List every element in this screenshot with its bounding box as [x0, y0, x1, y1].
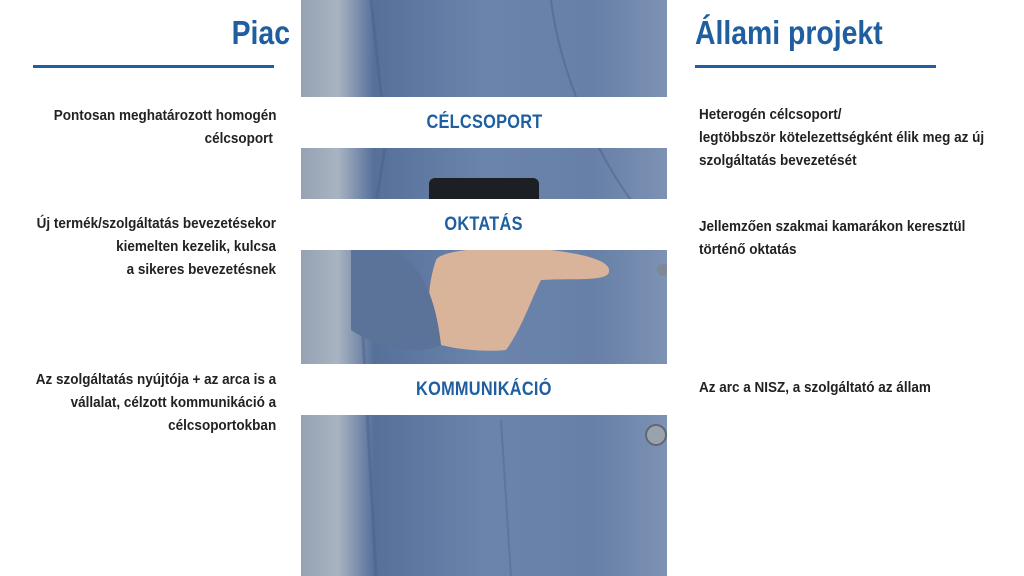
right-text-kommunikacio: Az arc a NISZ, a szolgáltató az állam: [699, 379, 931, 396]
label-oktatas: OKTATÁS: [444, 213, 524, 235]
band-oktatas: [301, 199, 667, 250]
heading-allami-projekt: Állami projekt: [695, 14, 883, 51]
label-celcsoport: CÉLCSOPORT: [425, 111, 543, 133]
left-text-kommunikacio: Az szolgáltatás nyújtója + az arca is a vállalat, célzott kommunikáció a célcsoportokban: [35, 371, 276, 434]
right-text-celcsoport: Heterogén célcsoport/ legtöbbször kötelezettségként élik meg az új szolgáltatás bevezetését: [699, 106, 985, 169]
right-text-oktatas: Jellemzően szakmai kamarákon keresztül történő oktatás: [699, 218, 966, 258]
coat-hand-phone-illustration: [301, 0, 667, 576]
band-kommunikacio: [301, 364, 667, 415]
left-text-oktatas: Új termék/szolgáltatás bevezetésekor kiemelten kezelik, kulcsa a sikeres bevezetésnek: [36, 215, 277, 278]
center-photo: [301, 0, 667, 576]
heading-underline-right: [695, 65, 936, 68]
band-celcsoport: [301, 97, 667, 148]
left-text-celcsoport: Pontosan meghatározott homogén célcsoport: [53, 107, 276, 147]
heading-piac: Piac: [231, 14, 290, 51]
heading-underline-left: [33, 65, 274, 68]
label-kommunikacio: KOMMUNIKÁCIÓ: [416, 378, 552, 400]
